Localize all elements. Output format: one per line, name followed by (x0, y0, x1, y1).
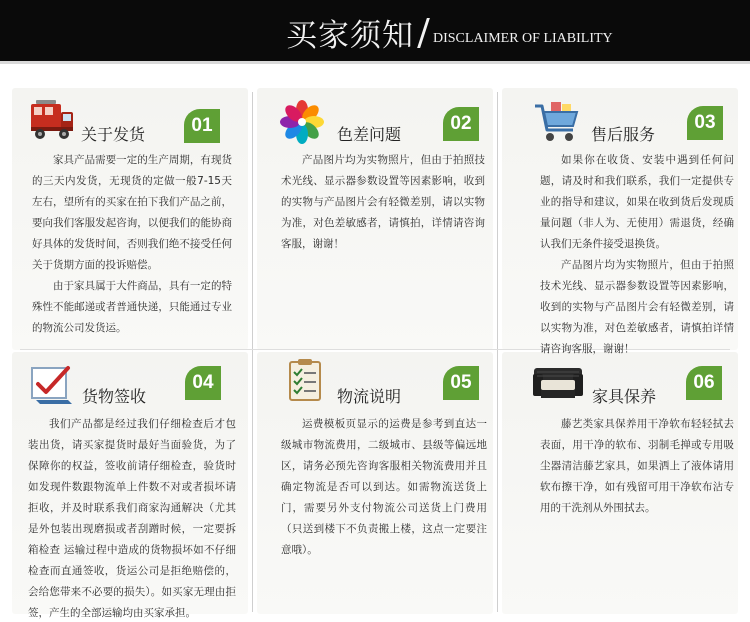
section-title: 色差问题 (337, 125, 402, 144)
signature-checkmark-icon (28, 362, 76, 406)
clipboard-checklist-icon (282, 358, 330, 402)
title-divider (417, 18, 430, 48)
section-number-badge: 01 (184, 109, 220, 143)
section-body (32, 150, 232, 339)
section-title: 家具保养 (592, 387, 657, 406)
section-paragraph: 藤艺类家具保养用干净软布轻轻拭去表面，用干净的软布、羽制毛掸或专用吸尘器清洁藤艺家具，如果洒上了液体请用软布擦干净，如有残留可用干净软布沾专用的干洗剂从外围拭去。 (540, 418, 734, 514)
section-paragraph: 运费模板页显示的运费是参考到直达一级城市物流费用，二级城市、县级等偏远地区，请务必预先咨询客服相关物流费用并且确定物流是否可以到达。如需物流送货上门，需要另外支付物流公司送货上门费用（只送到楼下不负责搬上楼，这点一定要注意哦）。 (281, 418, 487, 556)
shopping-cart-icon (533, 100, 581, 144)
section-paragraph: 由于家具属于大件商品，具有一定的特殊性不能邮递或者普通快递，只能通过专业的物流公司发货运。 (32, 280, 232, 334)
page-subtitle: DISCLAIMER OF LIABILITY (433, 31, 613, 46)
rattan-sofa-icon (531, 360, 585, 404)
color-wheel-icon (278, 100, 326, 144)
section-title: 关于发货 (81, 125, 146, 144)
section-number-badge: 02 (443, 107, 479, 141)
section-body (281, 414, 487, 561)
section-paragraph: 我们产品都是经过我们仔细检查后才包装出货，请买家提货时最好当面验货，为了保障你的权益，签收前请仔细检查，验货时如发现件数跟物流单上件数不对或者损坏请拒收，并及时联系我们商家沟通解决（尤其是外包装出现磨损或者刮蹭时候，一定要拆箱检查 运输过程中造成的货物损坏如不仔细检查而直通签收，货运公司是拒绝赔偿的，会给您带来不必要的损失）。如买家无理由拒签，产生的全部运输均由买家承担。 (28, 418, 236, 619)
section-body (540, 150, 734, 360)
section-number-badge: 06 (686, 366, 722, 400)
section-title: 售后服务 (591, 125, 656, 144)
column-divider (497, 92, 498, 612)
section-number-badge: 05 (443, 366, 479, 400)
section-number-badge: 03 (687, 106, 723, 140)
section-title: 物流说明 (337, 387, 402, 406)
section-title: 货物签收 (82, 387, 147, 406)
section-paragraph: 产品图片均为实物照片，但由于拍照技术光线、显示器参数设置等因素影响，收到的实物与产品图片会有轻微差别，请以实物为准，对色差敏感者，请慎拍，详情请咨询客服，谢谢！ (281, 154, 485, 250)
delivery-truck-icon (28, 98, 76, 142)
page-title: 买家须知 (286, 18, 414, 54)
section-body (540, 414, 734, 519)
section-number-badge: 04 (185, 366, 221, 400)
section-body (281, 150, 485, 255)
section-body (28, 414, 236, 622)
column-divider (252, 92, 253, 612)
section-paragraph: 家具产品需要一定的生产周期，有现货的三天内发货，无现货的定做一般7-15天左右，望所有的买家在拍下我们产品之前，要向我们客服发起咨询，以便我们的能协商好具体的发货时间，否则我们绝不接受任何关于货期方面的投诉赔偿。 (32, 154, 232, 271)
section-paragraph: 如果你在收货、安装中遇到任何问题，请及时和我们联系，我们一定提供专业的指导和建议，如果在收到货后发现质量问题（非人为、无使用）需退货，经确认我们无条件接受退换货。 (540, 154, 734, 250)
section-paragraph: 产品图片均为实物照片，但由于拍照技术光线、显示器参数设置等因素影响，收到的实物与产品图片会有轻微差别，请以实物为准，对色差敏感者，请慎拍详情请咨询客服，谢谢！ (540, 259, 734, 355)
page-header (0, 0, 750, 64)
